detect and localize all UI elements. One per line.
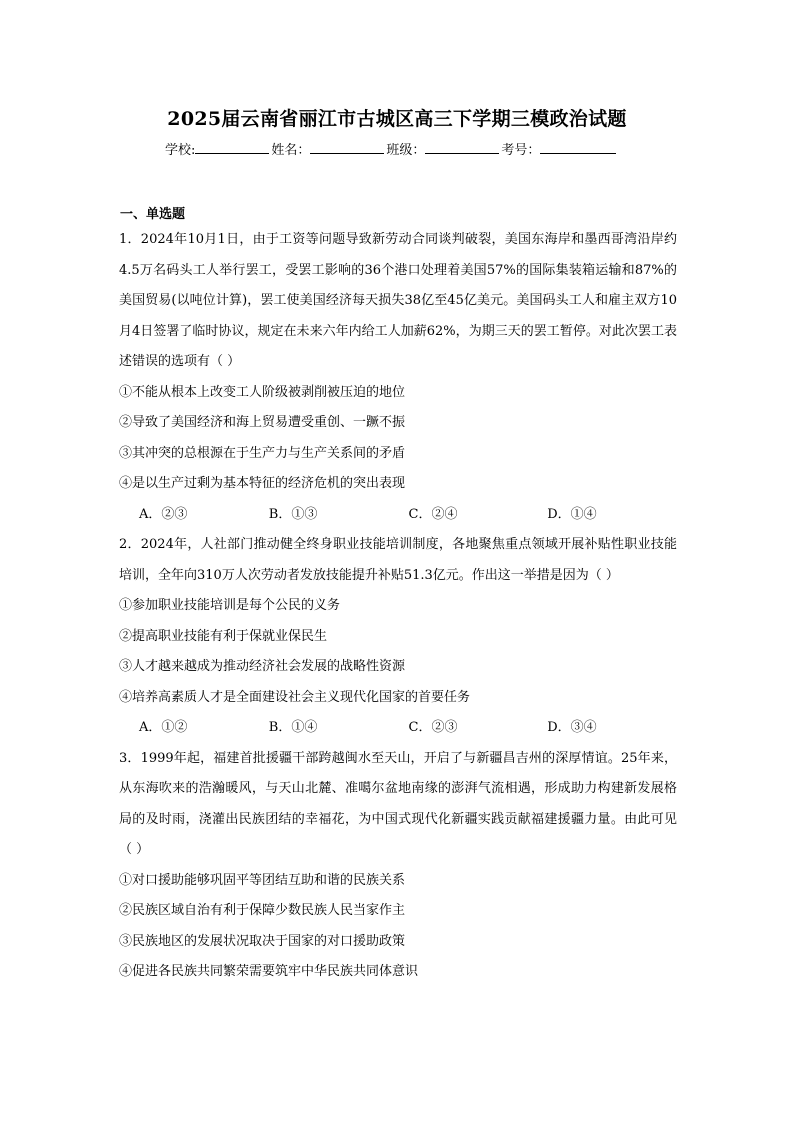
class-label: 班级： [386, 143, 426, 158]
exam-number-label: 考号： [501, 143, 541, 158]
statement-option: ③其冲突的总根源在于生产力与生产关系间的矛盾 [119, 445, 406, 461]
statement-option: ④是以生产过剩为基本特征的经济危机的突出表现 [119, 476, 406, 491]
student-info-line [165, 139, 618, 158]
class-blank[interactable] [425, 140, 499, 154]
choice-c[interactable]: C．②③ [408, 720, 458, 735]
school-label: 学校: [165, 143, 196, 158]
question-1 [119, 225, 677, 530]
name-blank[interactable] [310, 140, 384, 154]
choice-d[interactable]: D．③④ [547, 720, 597, 735]
statement-option: ②民族区域自治有利于保障少数民族人民当家作主 [119, 903, 406, 918]
statement-option: ①参加职业技能培训是每个公民的义务 [119, 598, 341, 613]
questions-container [119, 225, 677, 988]
question-stem: 1．2024年10月1日，由于工资等问题导致新劳动合同谈判破裂，美国东海岸和墨西哥湾沿岸约4.5万名码头工人举行罢工，受罢工影响的36个港口处理着美国57%的国际集装箱运输和87%的美国贸易(以吨位计算)，罢工使美国经济每天损失38亿至45亿美元。美国码头工人和雇主双方10月4日签署了临时协议，规定在未来六年内给工人加薪62%，为期三天的罢工暂停。对此次罢工表述错误的选项有（ ） [119, 232, 677, 369]
question-2 [119, 530, 677, 744]
question-3 [119, 744, 677, 988]
answer-choices [119, 713, 677, 744]
statement-option: ②提高职业技能有利于保就业保民生 [119, 628, 328, 644]
answer-choices [119, 500, 677, 531]
statement-option: ②导致了美国经济和海上贸易遭受重创、一蹶不振 [119, 415, 406, 430]
statement-option: ①不能从根本上改变工人阶级被剥削被压迫的地位 [119, 384, 406, 400]
statement-option: ③民族地区的发展状况取决于国家的对口援助政策 [119, 933, 406, 949]
choice-a[interactable]: A．②③ [139, 506, 188, 522]
choice-c[interactable]: C．②④ [408, 506, 458, 522]
school-blank[interactable] [195, 140, 269, 154]
choice-d[interactable]: D．①④ [547, 506, 597, 522]
page-title: 2025届云南省丽江市古城区高三下学期三模政治试题 [167, 108, 627, 130]
choice-b[interactable]: B．①③ [268, 506, 318, 522]
question-stem: 3．1999年起，福建首批援疆干部跨越闽水至天山，开启了与新疆昌吉州的深厚情谊。25年来，从东海吹来的浩瀚暖风，与天山北麓、准噶尔盆地南缘的澎湃气流相遇，形成助力构建新发展格局的及时雨，浇灌出民族团结的幸福花，为中国式现代化新疆实践贡献福建援疆力量。由此可见（ ） [119, 750, 677, 857]
statement-option: ①对口援助能够巩固平等团结互助和谐的民族关系 [119, 872, 406, 888]
statement-option: ④培养高素质人才是全面建设社会主义现代化国家的首要任务 [119, 689, 471, 705]
question-stem: 2．2024年，人社部门推动健全终身职业技能培训制度，各地聚焦重点领域开展补贴性职业技能培训，全年向310万人次劳动者发放技能提升补贴51.3亿元。作出这一举措是因为（ ） [119, 537, 677, 583]
choice-b[interactable]: B．①④ [268, 720, 318, 735]
statement-option: ③人才越来越成为推动经济社会发展的战略性资源 [119, 659, 406, 674]
statement-option: ④促进各民族共同繁荣需要筑牢中华民族共同体意识 [119, 964, 419, 979]
exam-number-blank[interactable] [540, 140, 616, 154]
section-title: 一、单选题 [120, 207, 186, 222]
choice-a[interactable]: A．①② [139, 720, 188, 735]
name-label: 姓名： [271, 143, 311, 158]
